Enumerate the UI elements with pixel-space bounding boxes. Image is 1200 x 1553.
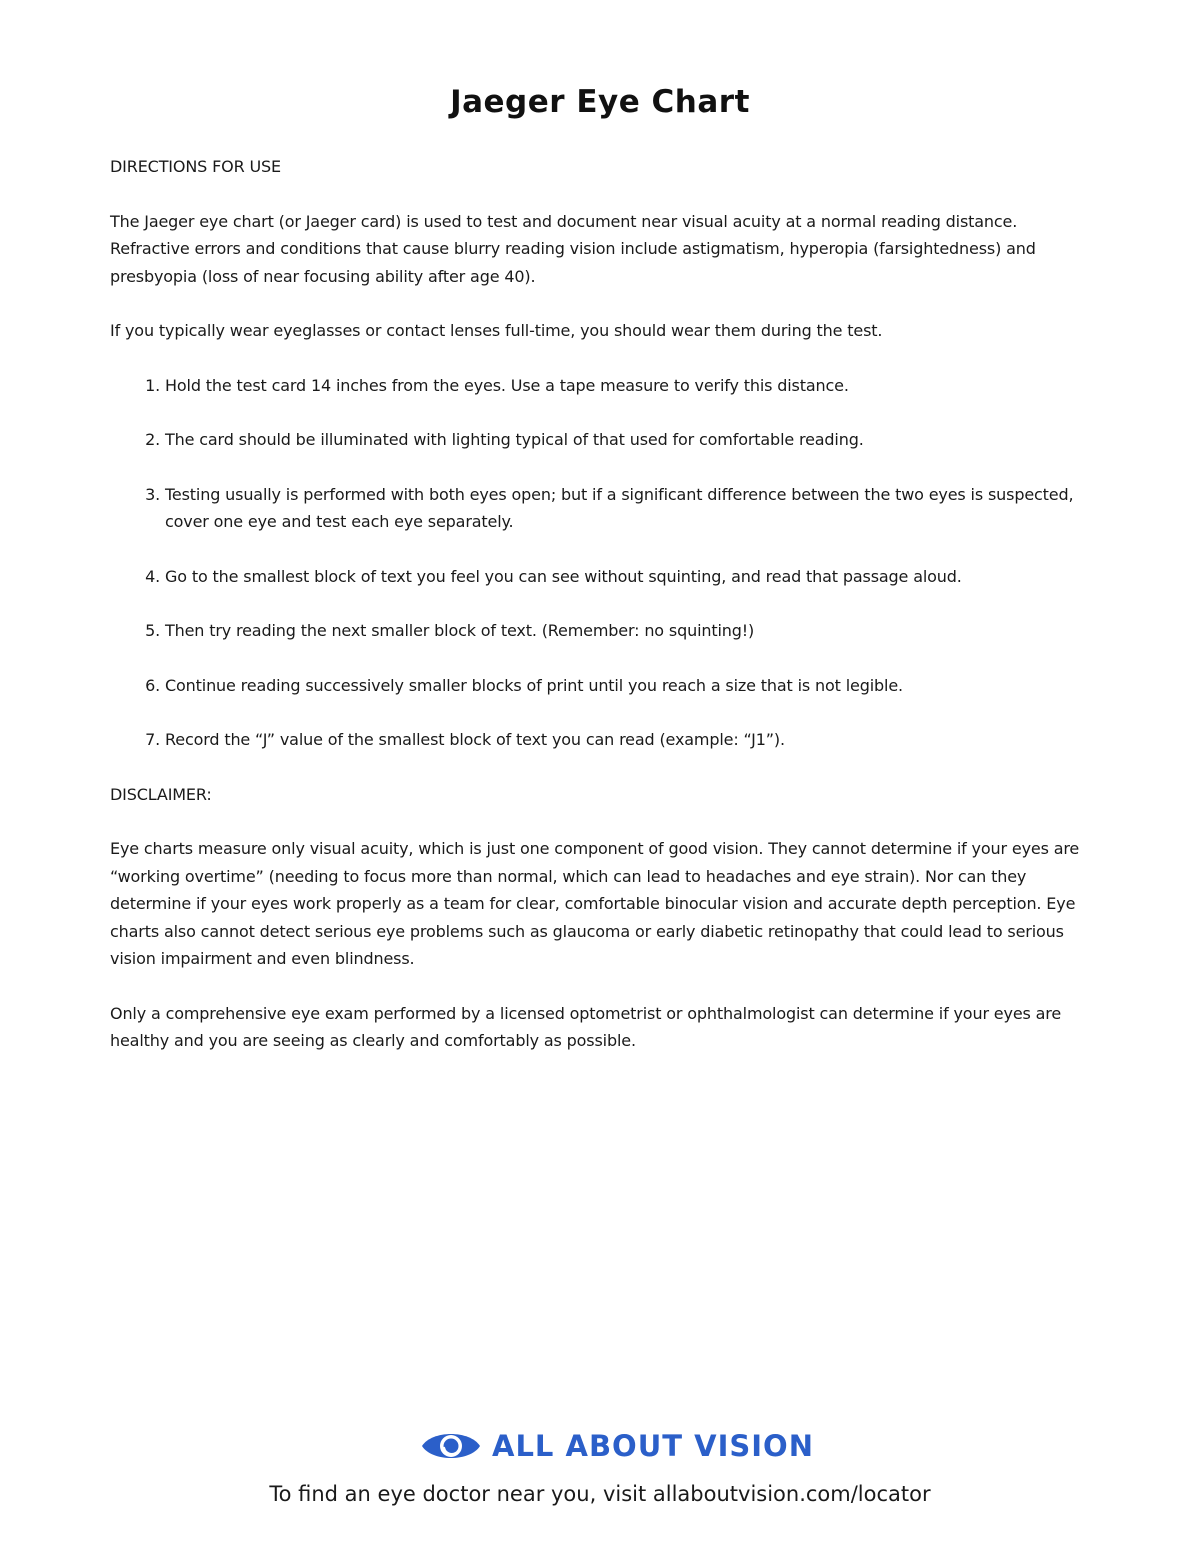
list-item: 7. Record the “J” value of the smallest block of text you can read (example: “J1”). [165, 726, 1100, 754]
page-title: Jaeger Eye Chart [450, 84, 750, 120]
logo-text: ALL ABOUT VISION [492, 1429, 814, 1463]
footer-locator-text: To find an eye doctor near you, visit allaboutvision.com/locator [269, 1482, 931, 1506]
intro-paragraph: The Jaeger eye chart (or Jaeger card) is used to test and document near visual acuity at a normal reading distance. Refractive errors and conditions that cause blurry reading vision include astigmatism, hyperopia (farsightedness) and presbyopia (loss of near focusing ability after age 40). [110, 211, 1036, 286]
list-item: 2. The card should be illuminated with lighting typical of that used for comfortable reading. [165, 426, 1100, 454]
list-item: 4. Go to the smallest block of text you feel you can see without squinting, and read that passage aloud. [165, 563, 1100, 591]
eye-icon [420, 1426, 482, 1466]
exam-paragraph: Only a comprehensive eye exam performed by a licensed optometrist or ophthalmologist can determine if your eyes are healthy and you are seeing as clearly and comfortably as possible. [110, 1003, 1062, 1050]
document-body [110, 153, 1100, 1082]
disclaimer-heading: DISCLAIMER: [110, 784, 212, 804]
all-about-vision-logo [420, 1426, 814, 1466]
list-item: 3. Testing usually is performed with both eyes open; but if a significant difference between the two eyes is suspected, cover one eye and test each eye separately. [165, 481, 1100, 536]
disclaimer-paragraph: Eye charts measure only visual acuity, which is just one component of good vision. They cannot determine if your eyes are “working overtime” (needing to focus more than normal, which can lead to headaches and eye strain). Nor can they determine if your eyes work properly as a team for clear, comfortable binocular vision and accurate depth perception. Eye charts also cannot detect serious eye problems such as glaucoma or early diabetic retinopathy that could lead to serious vision impairment and even blindness. [110, 839, 1080, 968]
directions-list [110, 372, 1100, 754]
list-item: 1. Hold the test card 14 inches from the eyes. Use a tape measure to verify this distance. [165, 372, 1100, 400]
eyewear-paragraph: If you typically wear eyeglasses or contact lenses full-time, you should wear them during the test. [110, 321, 883, 340]
list-item: 5. Then try reading the next smaller block of text. (Remember: no squinting!) [165, 617, 1100, 645]
directions-heading: DIRECTIONS FOR USE [110, 157, 282, 176]
list-item: 6. Continue reading successively smaller blocks of print until you reach a size that is not legible. [165, 672, 1100, 700]
